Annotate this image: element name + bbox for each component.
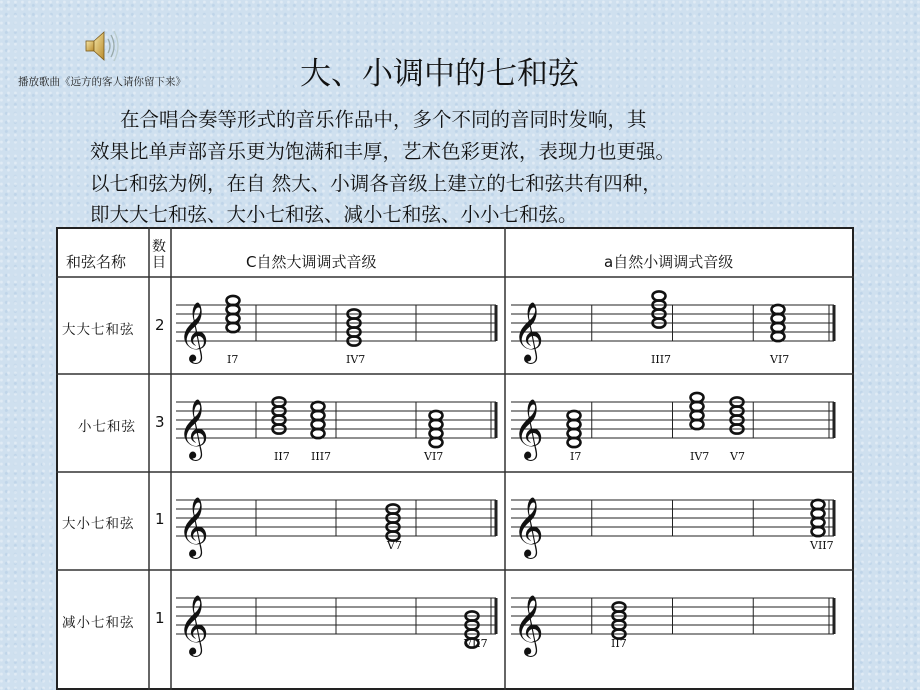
chord-label: I7 bbox=[570, 450, 582, 463]
treble-clef-icon: 𝄞 bbox=[513, 399, 544, 459]
treble-clef-icon: 𝄞 bbox=[178, 595, 209, 655]
header-chord-name: 和弦名称 bbox=[66, 253, 127, 271]
intro-line: 在合唱合奏等形式的音乐作品中，多个不同的音同时发响，其 bbox=[120, 108, 647, 131]
row-count: 3 bbox=[155, 413, 165, 431]
intro-line: 即大大七和弦、大小七和弦、减小七和弦、小小七和弦。 bbox=[90, 203, 578, 226]
row-name: 大小七和弦 bbox=[62, 516, 135, 532]
row-name: 大大七和弦 bbox=[62, 322, 135, 338]
play-song-link[interactable]: 播放歌曲《远方的客人请你留下来》 bbox=[18, 76, 186, 88]
chord-label: II7 bbox=[274, 450, 290, 463]
intro-line: 以七和弦为例，在自 然大、小调各音级上建立的七和弦共有四种， bbox=[90, 172, 662, 195]
row-count: 1 bbox=[155, 609, 165, 627]
header-minor-scale: a自然小调调式音级 bbox=[604, 253, 734, 271]
treble-clef-icon: 𝄞 bbox=[178, 302, 209, 362]
chord-label: IV7 bbox=[690, 450, 710, 463]
chord-label: I7 bbox=[227, 353, 239, 366]
page-title: 大、小调中的七和弦 bbox=[300, 56, 579, 92]
chord-label: VII7 bbox=[464, 637, 488, 650]
chord-label: V7 bbox=[387, 539, 402, 552]
intro-line: 效果比单声部音乐更为饱满和丰厚，艺术色彩更浓，表现力也更强。 bbox=[90, 140, 676, 163]
chord-label: VI7 bbox=[424, 450, 444, 463]
chord-label: III7 bbox=[311, 450, 332, 463]
row-count: 2 bbox=[155, 316, 165, 334]
header-major-scale: C自然大调调式音级 bbox=[246, 253, 377, 271]
row-name: 小七和弦 bbox=[78, 419, 136, 435]
chord-label: II7 bbox=[611, 637, 627, 650]
treble-clef-icon: 𝄞 bbox=[178, 399, 209, 459]
treble-clef-icon: 𝄞 bbox=[513, 302, 544, 362]
seventh-chord-table bbox=[56, 227, 854, 690]
treble-clef-icon: 𝄞 bbox=[178, 497, 209, 557]
chord-label: III7 bbox=[651, 353, 672, 366]
treble-clef-icon: 𝄞 bbox=[513, 497, 544, 557]
header-count: 数目 bbox=[152, 239, 166, 271]
chord-label: VI7 bbox=[770, 353, 790, 366]
chord-label: IV7 bbox=[346, 353, 366, 366]
row-name: 减小七和弦 bbox=[62, 615, 135, 631]
speaker-icon[interactable] bbox=[82, 26, 122, 66]
chord-label: V7 bbox=[730, 450, 745, 463]
treble-clef-icon: 𝄞 bbox=[513, 595, 544, 655]
chord-label: VII7 bbox=[810, 539, 834, 552]
row-count: 1 bbox=[155, 510, 165, 528]
